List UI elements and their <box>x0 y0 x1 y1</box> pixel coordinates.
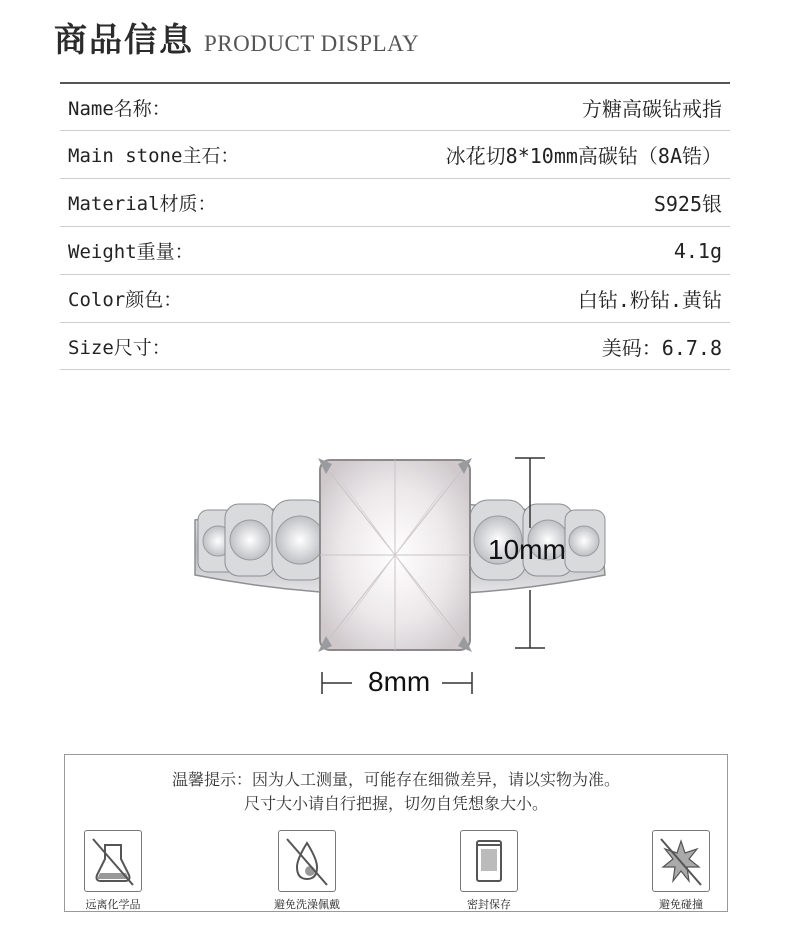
notice-line-2: 尺寸大小请自行把握，切勿自凭想象大小。 <box>243 794 548 813</box>
spec-label: Color颜色： <box>68 289 183 311</box>
page-subtitle: PRODUCT DISPLAY <box>204 31 420 56</box>
page-title: 商品信息 <box>54 20 194 59</box>
notice-line-1: 温馨提示：因为人工测量，可能存在细微差异，请以实物为准。 <box>171 770 620 789</box>
spec-table <box>60 82 730 370</box>
care-item-no-water <box>247 830 367 912</box>
spec-label: Material材质： <box>68 193 217 215</box>
spec-value: 白钻.粉钻.黄钻 <box>577 288 722 312</box>
care-item-sealed-storage <box>429 830 549 912</box>
spec-row-main-stone <box>60 130 730 178</box>
width-label: 8mm <box>368 666 431 697</box>
spec-label: Main stone主石： <box>68 145 240 167</box>
spec-value: 冰花切8*10mm高碳钻（8A锆） <box>445 144 722 168</box>
notice-box <box>64 754 728 912</box>
care-item-chemical <box>53 830 173 912</box>
side-stones-left <box>198 500 328 580</box>
page-header <box>54 14 419 64</box>
spec-value: 美码：6.7.8 <box>601 335 722 360</box>
spec-row-size <box>60 322 730 370</box>
care-caption: 避免碰撞 <box>659 898 703 911</box>
care-caption: 远离化学品 <box>85 898 141 911</box>
spec-value: S925银 <box>653 192 722 216</box>
height-label: 10mm <box>488 534 566 565</box>
no-impact-icon <box>652 830 710 892</box>
spec-label: Size尺寸： <box>68 336 171 359</box>
sealed-storage-icon <box>460 830 518 892</box>
spec-value: 4.1g <box>673 238 722 263</box>
care-caption: 密封保存 <box>467 898 511 911</box>
spec-value: 方糖高碳钻戒指 <box>582 96 722 121</box>
center-stone <box>318 458 472 652</box>
spec-row-weight <box>60 226 730 274</box>
spec-label: Name名称： <box>68 97 171 120</box>
chemical-icon <box>84 830 142 892</box>
no-water-icon <box>278 830 336 892</box>
spec-row-material <box>60 178 730 226</box>
care-caption: 避免洗澡佩戴 <box>274 898 340 911</box>
spec-row-name <box>60 82 730 130</box>
spec-row-color <box>60 274 730 322</box>
spec-label: Weight重量： <box>68 241 194 263</box>
care-item-no-impact <box>621 830 741 912</box>
